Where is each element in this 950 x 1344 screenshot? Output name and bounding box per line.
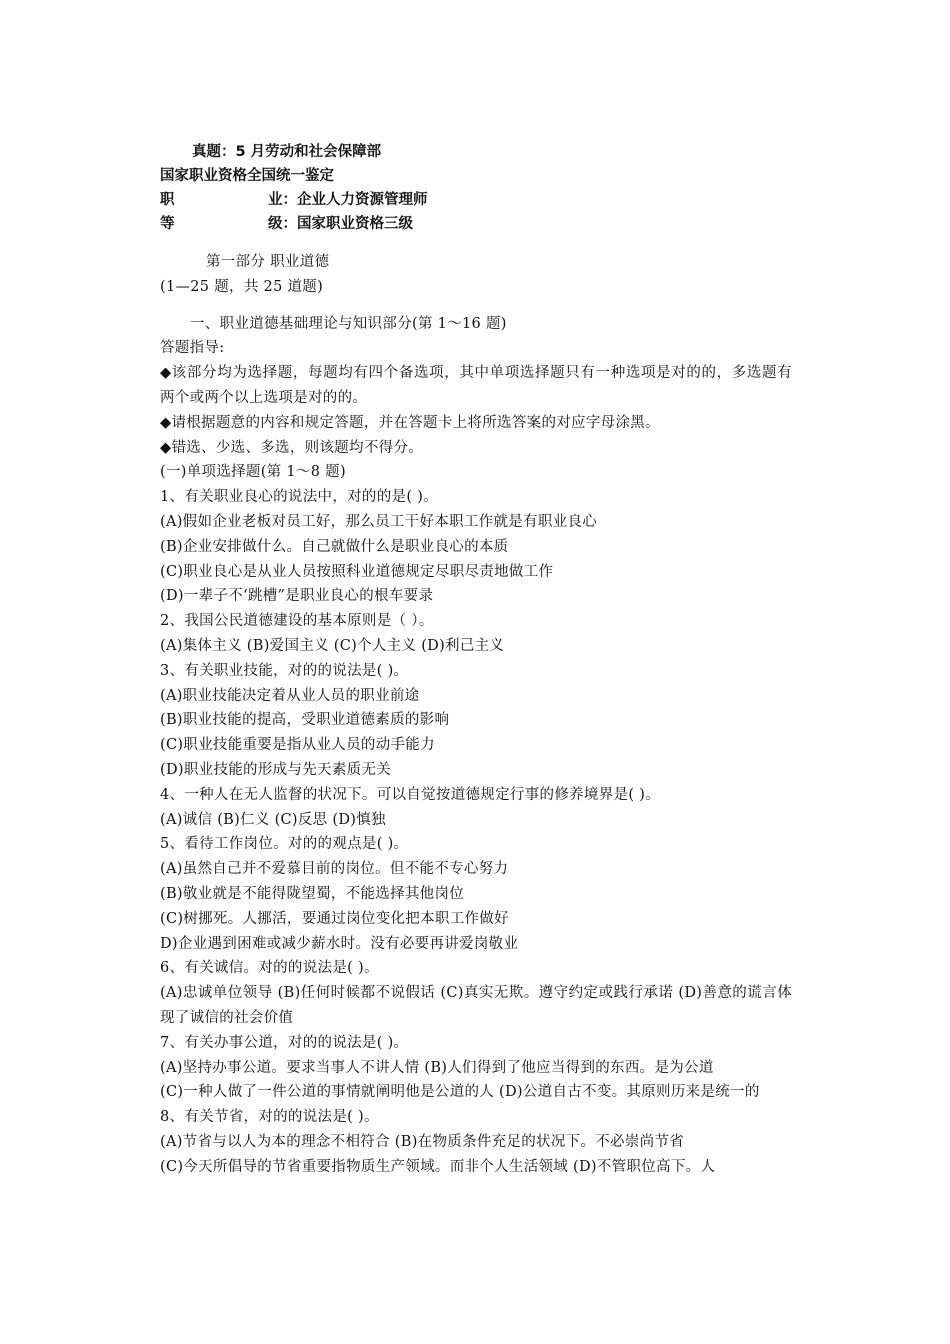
part-title: 第一部分 职业道德 xyxy=(206,254,330,270)
question-7: 7、有关办事公道，对的的说法是( )。 xyxy=(160,1034,409,1051)
exam-subtitle-text: 国家职业资格全国统一鉴定 xyxy=(160,168,334,184)
exam-title xyxy=(160,140,792,164)
guide-item-2: ◆请根据题意的内容和规定答题，并在答题卡上将所选答案的对应字母涂黑。 xyxy=(160,414,660,431)
question-1-option-a: (A)假如企业老板对员工好，那么员工干好本职工作就是有职业良心 xyxy=(160,513,598,530)
question-4-options: (A)诚信 (B)仁义 (C)反思 (D)慎独 xyxy=(160,811,386,828)
question-8-options-cd: (C)今天所倡导的节省重要指物质生产领域。而非个人生活领域 (D)不管职位高下。人 xyxy=(160,1158,716,1175)
question-2: 2、我国公民道德建设的基本原则是（ ）。 xyxy=(160,613,434,630)
level-value: 级：国家职业资格三级 xyxy=(268,216,413,232)
question-6-options: (A)忠诚单位领导 (B)任何时候都不说假话 (C)真实无欺。遵守约定或践行承诺 (D)善意的谎言体现了诚信的社会价值 xyxy=(160,985,792,1026)
question-7-options-ab: (A)坚持办事公道。要求当事人不讲人情 (B)人们得到了他应当得到的东西。是为公道 xyxy=(160,1059,714,1076)
question-1: 1、有关职业良心的说法中，对的的是( )。 xyxy=(160,489,438,506)
question-4: 4、一种人在无人监督的状况下。可以自觉按道德规定行事的修养境界是( )。 xyxy=(160,786,660,803)
question-2-options: (A)集体主义 (B)爱国主义 (C)个人主义 (D)利己主义 xyxy=(160,637,505,654)
question-3-option-c: (C)职业技能重要是指从业人员的动手能力 xyxy=(160,737,435,754)
question-1-option-b: (B)企业安排做什么。自己就做什么是职业良心的本质 xyxy=(160,538,509,555)
question-1-option-c: (C)职业良心是从业人员按照科业道德规定尽职尽责地做工作 xyxy=(160,563,554,580)
document-page xyxy=(160,140,792,1179)
question-5-option-a: (A)虽然自己并不爱慕目前的岗位。但不能不专心努力 xyxy=(160,861,509,878)
question-8-options-ab: (A)节省与以人为本的理念不相符合 (B)在物质条件充足的状况下。不必崇尚节省 xyxy=(160,1133,685,1150)
question-7-options-cd: (C)一种人做了一件公道的事情就阐明他是公道的人 (D)公道自古不变。其原则历来是统一的 xyxy=(160,1084,760,1101)
question-3-option-d: (D)职业技能的形成与先天素质无关 xyxy=(160,761,392,778)
guide-item-1: ◆该部分均为选择题，每题均有四个备选项，其中单项选择题只有一种选项是对的的，多选题有两个或两个以上选项是对的的。 xyxy=(160,365,792,406)
exam-title-text: 真题：5 月劳动和社会保障部 xyxy=(192,144,382,160)
level-label: 等 xyxy=(160,216,175,232)
part-range: (1—25 题，共 25 道题) xyxy=(160,278,324,295)
question-5-option-b: (B)敬业就是不能得陇望蜀，不能选择其他岗位 xyxy=(160,885,465,902)
subsection-title: (一)单项选择题(第 1～8 题) xyxy=(160,464,346,481)
question-3-option-a: (A)职业技能决定着从业人员的职业前途 xyxy=(160,687,420,704)
section-title: 一、职业道德基础理论与知识部分(第 1～16 题) xyxy=(190,315,507,332)
question-5-option-c: (C)树挪死。人挪活，要通过岗位变化把本职工作做好 xyxy=(160,910,509,927)
occupation-label: 职 xyxy=(160,192,175,208)
question-3: 3、有关职业技能，对的的说法是( )。 xyxy=(160,662,409,679)
question-6: 6、有关诚信。对的的说法是( )。 xyxy=(160,960,379,977)
guide-item-3: ◆错选、少选、多选，则该题均不得分。 xyxy=(160,439,424,456)
occupation-line xyxy=(160,188,792,212)
exam-subtitle xyxy=(160,164,792,188)
question-5: 5、看待工作岗位。对的的观点是( )。 xyxy=(160,836,409,853)
question-8: 8、有关节省，对的的说法是( )。 xyxy=(160,1109,379,1126)
occupation-value: 业：企业人力资源管理师 xyxy=(268,192,428,208)
question-5-option-d: D)企业遇到困难或减少薪水时。没有必要再讲爱岗敬业 xyxy=(160,935,519,952)
level-line xyxy=(160,212,792,236)
guide-label: 答题指导: xyxy=(160,340,225,357)
question-3-option-b: (B)职业技能的提高，受职业道德素质的影响 xyxy=(160,712,450,729)
question-1-option-d: (D)一辈子不‘跳槽”是职业良心的根车要录 xyxy=(160,588,434,605)
